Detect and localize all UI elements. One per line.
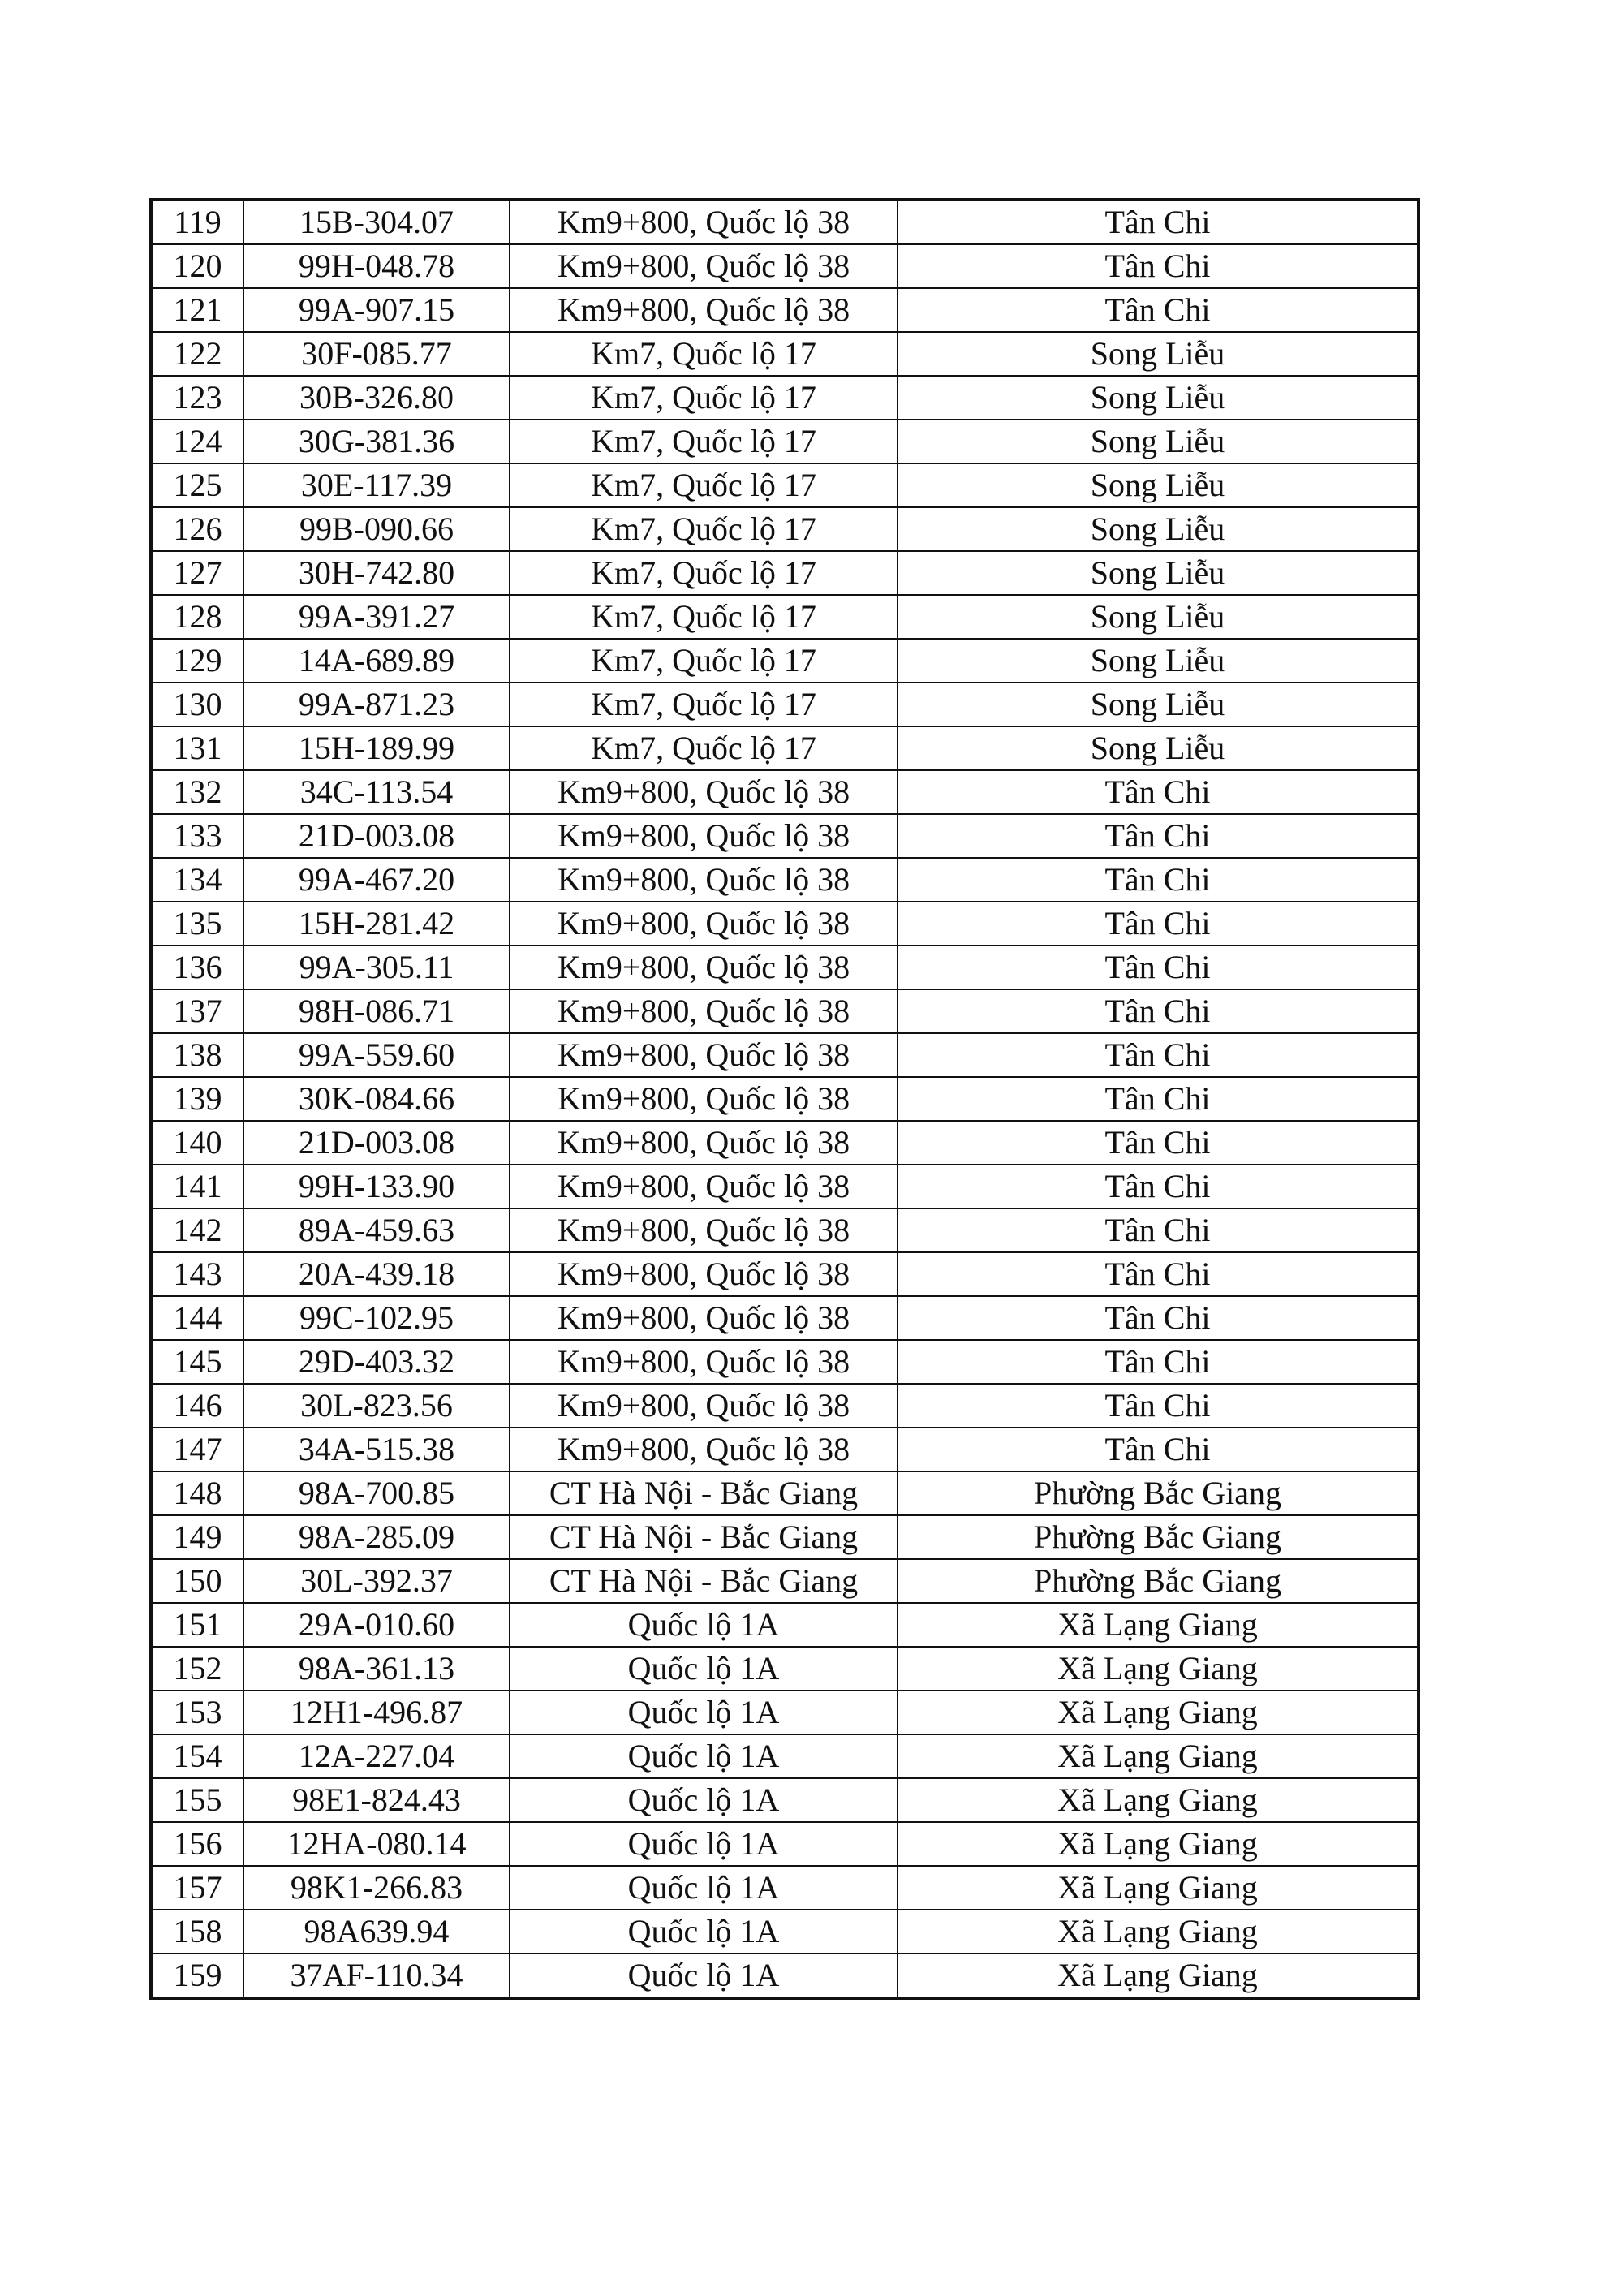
license-plate-cell: 99A-559.60 <box>243 1033 510 1077</box>
row-number-cell: 139 <box>151 1077 243 1121</box>
table-row <box>151 726 1419 770</box>
table-row <box>151 463 1419 507</box>
license-plate-cell: 21D-003.08 <box>243 1121 510 1165</box>
location-cell: Km9+800, Quốc lộ 38 <box>510 1077 898 1121</box>
location-cell: Km9+800, Quốc lộ 38 <box>510 288 898 332</box>
row-number-cell: 134 <box>151 858 243 902</box>
license-plate-cell: 12A-227.04 <box>243 1734 510 1778</box>
license-plate-cell: 12H1-496.87 <box>243 1691 510 1734</box>
license-plate-cell: 15H-189.99 <box>243 726 510 770</box>
table-row <box>151 1428 1419 1471</box>
row-number-cell: 147 <box>151 1428 243 1471</box>
table-row <box>151 1121 1419 1165</box>
license-plate-cell: 14A-689.89 <box>243 639 510 683</box>
unit-cell: Xã Lạng Giang <box>898 1954 1419 1998</box>
row-number-cell: 125 <box>151 463 243 507</box>
license-plate-cell: 98A-700.85 <box>243 1471 510 1515</box>
license-plate-cell: 15H-281.42 <box>243 902 510 946</box>
location-cell: Km9+800, Quốc lộ 38 <box>510 858 898 902</box>
row-number-cell: 158 <box>151 1910 243 1954</box>
license-plate-cell: 99H-133.90 <box>243 1165 510 1208</box>
location-cell: CT Hà Nội - Bắc Giang <box>510 1471 898 1515</box>
row-number-cell: 136 <box>151 946 243 989</box>
table-row <box>151 1866 1419 1910</box>
unit-cell: Song Liễu <box>898 332 1419 376</box>
table-row <box>151 902 1419 946</box>
unit-cell: Tân Chi <box>898 770 1419 814</box>
table-row <box>151 1296 1419 1340</box>
table-row <box>151 989 1419 1033</box>
violations-table <box>149 198 1420 2000</box>
table-body <box>151 200 1419 1998</box>
location-cell: Quốc lộ 1A <box>510 1778 898 1822</box>
unit-cell: Tân Chi <box>898 989 1419 1033</box>
location-cell: Km7, Quốc lộ 17 <box>510 332 898 376</box>
license-plate-cell: 99A-871.23 <box>243 683 510 726</box>
license-plate-cell: 30G-381.36 <box>243 420 510 463</box>
unit-cell: Phường Bắc Giang <box>898 1515 1419 1559</box>
table-row <box>151 770 1419 814</box>
table-row <box>151 1691 1419 1734</box>
table-row <box>151 1515 1419 1559</box>
table-row <box>151 1208 1419 1252</box>
unit-cell: Xã Lạng Giang <box>898 1691 1419 1734</box>
table-row <box>151 376 1419 420</box>
location-cell: Km7, Quốc lộ 17 <box>510 726 898 770</box>
unit-cell: Xã Lạng Giang <box>898 1866 1419 1910</box>
row-number-cell: 126 <box>151 507 243 551</box>
license-plate-cell: 98A639.94 <box>243 1910 510 1954</box>
unit-cell: Tân Chi <box>898 1296 1419 1340</box>
unit-cell: Tân Chi <box>898 858 1419 902</box>
table-row <box>151 332 1419 376</box>
location-cell: Km7, Quốc lộ 17 <box>510 463 898 507</box>
row-number-cell: 151 <box>151 1603 243 1647</box>
location-cell: Km9+800, Quốc lộ 38 <box>510 1252 898 1296</box>
location-cell: Km7, Quốc lộ 17 <box>510 507 898 551</box>
location-cell: Quốc lộ 1A <box>510 1603 898 1647</box>
table-row <box>151 1910 1419 1954</box>
location-cell: Km9+800, Quốc lộ 38 <box>510 1121 898 1165</box>
location-cell: Km9+800, Quốc lộ 38 <box>510 1208 898 1252</box>
table-row <box>151 1822 1419 1866</box>
license-plate-cell: 29D-403.32 <box>243 1340 510 1384</box>
license-plate-cell: 37AF-110.34 <box>243 1954 510 1998</box>
license-plate-cell: 99A-467.20 <box>243 858 510 902</box>
table-row <box>151 1954 1419 1998</box>
unit-cell: Song Liễu <box>898 726 1419 770</box>
location-cell: CT Hà Nội - Bắc Giang <box>510 1559 898 1603</box>
row-number-cell: 148 <box>151 1471 243 1515</box>
unit-cell: Tân Chi <box>898 1165 1419 1208</box>
table-row <box>151 639 1419 683</box>
location-cell: Quốc lộ 1A <box>510 1734 898 1778</box>
unit-cell: Song Liễu <box>898 376 1419 420</box>
unit-cell: Tân Chi <box>898 1252 1419 1296</box>
table-row <box>151 1647 1419 1691</box>
location-cell: Km9+800, Quốc lộ 38 <box>510 1340 898 1384</box>
license-plate-cell: 15B-304.07 <box>243 200 510 244</box>
table-row <box>151 1165 1419 1208</box>
license-plate-cell: 34A-515.38 <box>243 1428 510 1471</box>
unit-cell: Song Liễu <box>898 463 1419 507</box>
row-number-cell: 122 <box>151 332 243 376</box>
row-number-cell: 130 <box>151 683 243 726</box>
license-plate-cell: 99A-907.15 <box>243 288 510 332</box>
table-row <box>151 1077 1419 1121</box>
license-plate-cell: 30F-085.77 <box>243 332 510 376</box>
row-number-cell: 153 <box>151 1691 243 1734</box>
location-cell: Km9+800, Quốc lộ 38 <box>510 770 898 814</box>
location-cell: Km9+800, Quốc lộ 38 <box>510 902 898 946</box>
row-number-cell: 124 <box>151 420 243 463</box>
unit-cell: Tân Chi <box>898 1121 1419 1165</box>
unit-cell: Song Liễu <box>898 507 1419 551</box>
location-cell: Quốc lộ 1A <box>510 1866 898 1910</box>
license-plate-cell: 98K1-266.83 <box>243 1866 510 1910</box>
unit-cell: Song Liễu <box>898 683 1419 726</box>
table-row <box>151 858 1419 902</box>
unit-cell: Xã Lạng Giang <box>898 1734 1419 1778</box>
row-number-cell: 121 <box>151 288 243 332</box>
row-number-cell: 141 <box>151 1165 243 1208</box>
table-row <box>151 1603 1419 1647</box>
license-plate-cell: 99A-391.27 <box>243 595 510 639</box>
table-row <box>151 1559 1419 1603</box>
row-number-cell: 131 <box>151 726 243 770</box>
unit-cell: Xã Lạng Giang <box>898 1910 1419 1954</box>
row-number-cell: 119 <box>151 200 243 244</box>
license-plate-cell: 99C-102.95 <box>243 1296 510 1340</box>
table-row <box>151 1252 1419 1296</box>
row-number-cell: 129 <box>151 639 243 683</box>
unit-cell: Song Liễu <box>898 551 1419 595</box>
license-plate-cell: 89A-459.63 <box>243 1208 510 1252</box>
row-number-cell: 128 <box>151 595 243 639</box>
location-cell: Km9+800, Quốc lộ 38 <box>510 989 898 1033</box>
row-number-cell: 133 <box>151 814 243 858</box>
license-plate-cell: 99H-048.78 <box>243 244 510 288</box>
unit-cell: Xã Lạng Giang <box>898 1822 1419 1866</box>
location-cell: Km9+800, Quốc lộ 38 <box>510 200 898 244</box>
license-plate-cell: 99B-090.66 <box>243 507 510 551</box>
location-cell: Km7, Quốc lộ 17 <box>510 595 898 639</box>
table-row <box>151 595 1419 639</box>
table-row <box>151 1778 1419 1822</box>
unit-cell: Tân Chi <box>898 1208 1419 1252</box>
row-number-cell: 156 <box>151 1822 243 1866</box>
location-cell: Quốc lộ 1A <box>510 1910 898 1954</box>
location-cell: Km7, Quốc lộ 17 <box>510 683 898 726</box>
table-row <box>151 1033 1419 1077</box>
table-row <box>151 244 1419 288</box>
unit-cell: Tân Chi <box>898 288 1419 332</box>
row-number-cell: 146 <box>151 1384 243 1428</box>
license-plate-cell: 21D-003.08 <box>243 814 510 858</box>
table-row <box>151 507 1419 551</box>
location-cell: Km9+800, Quốc lộ 38 <box>510 244 898 288</box>
row-number-cell: 142 <box>151 1208 243 1252</box>
table-row <box>151 1340 1419 1384</box>
row-number-cell: 123 <box>151 376 243 420</box>
unit-cell: Tân Chi <box>898 244 1419 288</box>
license-plate-cell: 29A-010.60 <box>243 1603 510 1647</box>
table-row <box>151 683 1419 726</box>
row-number-cell: 135 <box>151 902 243 946</box>
row-number-cell: 157 <box>151 1866 243 1910</box>
license-plate-cell: 98H-086.71 <box>243 989 510 1033</box>
unit-cell: Xã Lạng Giang <box>898 1778 1419 1822</box>
location-cell: Km7, Quốc lộ 17 <box>510 376 898 420</box>
unit-cell: Xã Lạng Giang <box>898 1603 1419 1647</box>
location-cell: Km7, Quốc lộ 17 <box>510 551 898 595</box>
location-cell: Km9+800, Quốc lộ 38 <box>510 946 898 989</box>
row-number-cell: 137 <box>151 989 243 1033</box>
unit-cell: Phường Bắc Giang <box>898 1471 1419 1515</box>
row-number-cell: 150 <box>151 1559 243 1603</box>
location-cell: Km9+800, Quốc lộ 38 <box>510 1428 898 1471</box>
table-row <box>151 1734 1419 1778</box>
location-cell: Quốc lộ 1A <box>510 1822 898 1866</box>
unit-cell: Tân Chi <box>898 946 1419 989</box>
row-number-cell: 154 <box>151 1734 243 1778</box>
row-number-cell: 152 <box>151 1647 243 1691</box>
unit-cell: Tân Chi <box>898 902 1419 946</box>
unit-cell: Tân Chi <box>898 814 1419 858</box>
license-plate-cell: 30L-823.56 <box>243 1384 510 1428</box>
license-plate-cell: 30B-326.80 <box>243 376 510 420</box>
location-cell: Km9+800, Quốc lộ 38 <box>510 814 898 858</box>
row-number-cell: 159 <box>151 1954 243 1998</box>
table-row <box>151 420 1419 463</box>
license-plate-cell: 30K-084.66 <box>243 1077 510 1121</box>
license-plate-cell: 30L-392.37 <box>243 1559 510 1603</box>
table-row <box>151 551 1419 595</box>
unit-cell: Tân Chi <box>898 1033 1419 1077</box>
location-cell: Km9+800, Quốc lộ 38 <box>510 1033 898 1077</box>
row-number-cell: 144 <box>151 1296 243 1340</box>
unit-cell: Tân Chi <box>898 200 1419 244</box>
license-plate-cell: 98E1-824.43 <box>243 1778 510 1822</box>
license-plate-cell: 20A-439.18 <box>243 1252 510 1296</box>
license-plate-cell: 30H-742.80 <box>243 551 510 595</box>
license-plate-cell: 34C-113.54 <box>243 770 510 814</box>
table-row <box>151 1384 1419 1428</box>
location-cell: Km7, Quốc lộ 17 <box>510 639 898 683</box>
table-row <box>151 814 1419 858</box>
unit-cell: Xã Lạng Giang <box>898 1647 1419 1691</box>
unit-cell: Song Liễu <box>898 595 1419 639</box>
unit-cell: Tân Chi <box>898 1384 1419 1428</box>
row-number-cell: 155 <box>151 1778 243 1822</box>
unit-cell: Song Liễu <box>898 639 1419 683</box>
location-cell: Quốc lộ 1A <box>510 1691 898 1734</box>
row-number-cell: 138 <box>151 1033 243 1077</box>
license-plate-cell: 30E-117.39 <box>243 463 510 507</box>
row-number-cell: 149 <box>151 1515 243 1559</box>
location-cell: Quốc lộ 1A <box>510 1954 898 1998</box>
location-cell: CT Hà Nội - Bắc Giang <box>510 1515 898 1559</box>
row-number-cell: 132 <box>151 770 243 814</box>
location-cell: Km7, Quốc lộ 17 <box>510 420 898 463</box>
unit-cell: Tân Chi <box>898 1428 1419 1471</box>
license-plate-cell: 12HA-080.14 <box>243 1822 510 1866</box>
table-row <box>151 200 1419 244</box>
row-number-cell: 127 <box>151 551 243 595</box>
table-row <box>151 288 1419 332</box>
unit-cell: Phường Bắc Giang <box>898 1559 1419 1603</box>
unit-cell: Tân Chi <box>898 1340 1419 1384</box>
license-plate-cell: 99A-305.11 <box>243 946 510 989</box>
license-plate-cell: 98A-285.09 <box>243 1515 510 1559</box>
location-cell: Km9+800, Quốc lộ 38 <box>510 1165 898 1208</box>
table-row <box>151 946 1419 989</box>
row-number-cell: 145 <box>151 1340 243 1384</box>
row-number-cell: 140 <box>151 1121 243 1165</box>
location-cell: Quốc lộ 1A <box>510 1647 898 1691</box>
unit-cell: Song Liễu <box>898 420 1419 463</box>
table-row <box>151 1471 1419 1515</box>
row-number-cell: 120 <box>151 244 243 288</box>
row-number-cell: 143 <box>151 1252 243 1296</box>
unit-cell: Tân Chi <box>898 1077 1419 1121</box>
license-plate-cell: 98A-361.13 <box>243 1647 510 1691</box>
location-cell: Km9+800, Quốc lộ 38 <box>510 1296 898 1340</box>
location-cell: Km9+800, Quốc lộ 38 <box>510 1384 898 1428</box>
